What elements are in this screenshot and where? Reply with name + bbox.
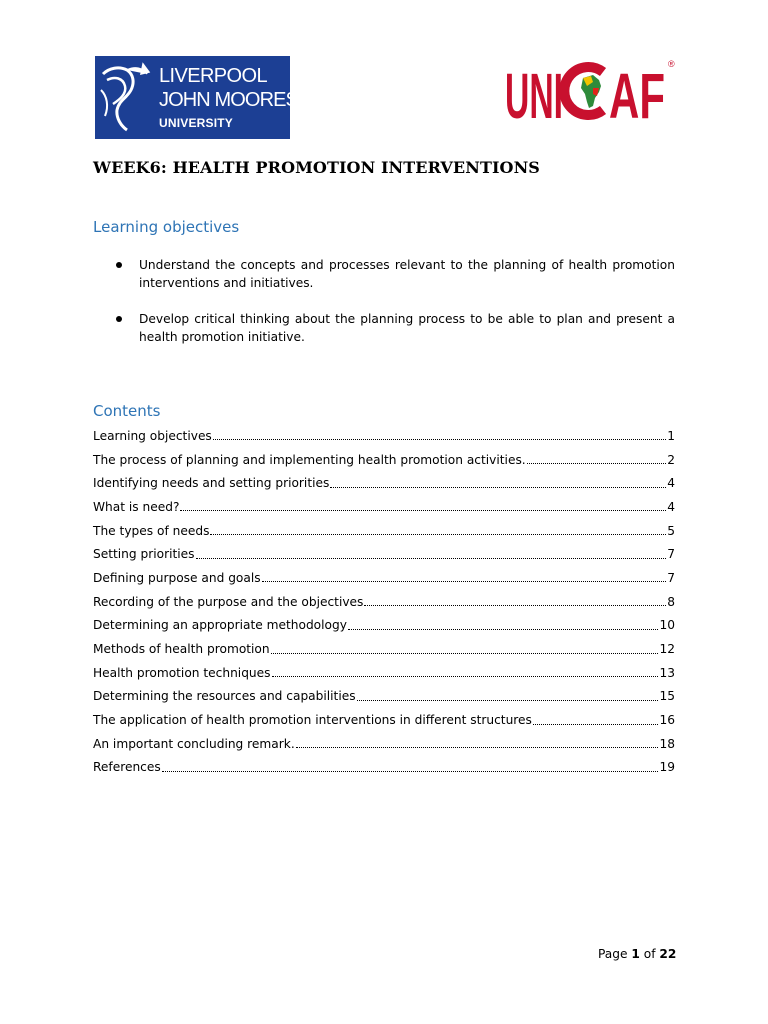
svg-text:UNI: UNI <box>505 60 563 124</box>
ljmu-logo-line-1: LIVERPOOL <box>159 65 267 87</box>
toc-entry-title: Identifying needs and setting priorities <box>93 476 330 491</box>
toc-leader <box>180 496 666 511</box>
toc-entry[interactable] <box>93 448 675 472</box>
toc-leader <box>527 449 667 464</box>
toc-entry-title: Determining an appropriate methodology <box>93 618 347 633</box>
page-of-label: of <box>643 947 656 961</box>
toc-leader <box>296 733 659 748</box>
toc-entry-title: Recording of the purpose and the objectives <box>93 594 364 609</box>
toc-entry[interactable] <box>93 424 675 448</box>
toc-entry-page: 16 <box>659 713 675 728</box>
toc-entry-page: 4 <box>667 499 675 514</box>
learning-objectives-list <box>93 256 675 364</box>
toc-entry-page: 1 <box>667 428 675 443</box>
list-item <box>93 310 675 346</box>
toc-entry-page: 18 <box>659 736 675 751</box>
toc-entry[interactable] <box>93 519 675 543</box>
toc-entry-title: Defining purpose and goals <box>93 570 261 585</box>
contents-heading: Contents <box>93 402 161 420</box>
toc-entry-page: 7 <box>667 547 675 562</box>
toc-entry[interactable] <box>93 471 675 495</box>
toc-entry-title: Setting priorities <box>93 547 195 562</box>
list-item <box>93 256 675 292</box>
toc-entry[interactable] <box>93 732 675 756</box>
toc-entry[interactable] <box>93 614 675 638</box>
page-title: WEEK6: HEALTH PROMOTION INTERVENTIONS <box>93 158 540 177</box>
toc-entry[interactable] <box>93 637 675 661</box>
toc-leader <box>533 710 659 725</box>
registered-mark: ® <box>668 59 675 69</box>
ljmu-logo-line-2: JOHN MOORES <box>159 89 298 111</box>
toc-entry[interactable] <box>93 685 675 709</box>
toc-leader <box>271 639 659 654</box>
ljmu-logo-line-3: UNIVERSITY <box>159 116 234 130</box>
toc-entry-title: The application of health promotion interventions in different structures <box>93 713 532 728</box>
toc-leader <box>348 615 659 630</box>
toc-leader <box>213 425 666 440</box>
list-item-text: Understand the concepts and processes relevant to the planning of health promotion interventions and initiatives. <box>139 258 675 290</box>
toc-entry-title: What is need? <box>93 499 180 514</box>
toc-leader <box>272 662 659 677</box>
toc-leader <box>210 520 666 535</box>
toc-entry-page: 13 <box>659 665 675 680</box>
toc-entry-title: References <box>93 760 161 775</box>
page-label: Page <box>598 947 628 961</box>
toc-leader <box>364 591 666 606</box>
toc-entry-page: 15 <box>659 689 675 704</box>
ljmu-logo <box>95 56 298 139</box>
toc-entry-title: The types of needs <box>93 523 210 538</box>
toc-entry-page: 2 <box>667 452 675 467</box>
page-number-footer <box>598 947 676 961</box>
toc-entry[interactable] <box>93 495 675 519</box>
toc-entry-page: 12 <box>659 642 675 657</box>
toc-entry[interactable] <box>93 661 675 685</box>
svg-text:AF: AF <box>609 60 665 124</box>
learning-objectives-heading: Learning objectives <box>93 218 240 236</box>
toc-leader <box>262 567 667 582</box>
toc-entry-title: Methods of health promotion <box>93 642 270 657</box>
table-of-contents <box>93 424 675 779</box>
toc-entry-title: Learning objectives <box>93 428 212 443</box>
toc-entry-page: 5 <box>667 523 675 538</box>
toc-leader <box>357 686 659 701</box>
toc-entry-title: An important concluding remark. <box>93 736 295 751</box>
toc-leader <box>330 473 666 488</box>
current-page: 1 <box>631 947 640 961</box>
toc-entry-title: Determining the resources and capabilities <box>93 689 356 704</box>
toc-entry-page: 7 <box>667 570 675 585</box>
toc-entry[interactable] <box>93 542 675 566</box>
liver-bird-emblem-icon <box>97 60 159 136</box>
toc-entry-title: The process of planning and implementing health promotion activities. <box>93 452 526 467</box>
toc-entry-title: Health promotion techniques <box>93 665 271 680</box>
toc-entry-page: 19 <box>659 760 675 775</box>
bullet-icon <box>116 316 122 322</box>
toc-entry[interactable] <box>93 590 675 614</box>
bullet-icon <box>116 262 122 268</box>
toc-entry[interactable] <box>93 756 675 780</box>
unicaf-logo <box>505 58 675 124</box>
toc-leader <box>162 757 659 772</box>
toc-leader <box>196 544 667 559</box>
total-pages: 22 <box>659 947 677 961</box>
list-item-text: Develop critical thinking about the planning process to be able to plan and present a health promotion initiative. <box>139 312 675 344</box>
toc-entry[interactable] <box>93 566 675 590</box>
toc-entry-page: 10 <box>659 618 675 633</box>
toc-entry-page: 8 <box>667 594 675 609</box>
toc-entry[interactable] <box>93 708 675 732</box>
toc-entry-page: 4 <box>667 476 675 491</box>
